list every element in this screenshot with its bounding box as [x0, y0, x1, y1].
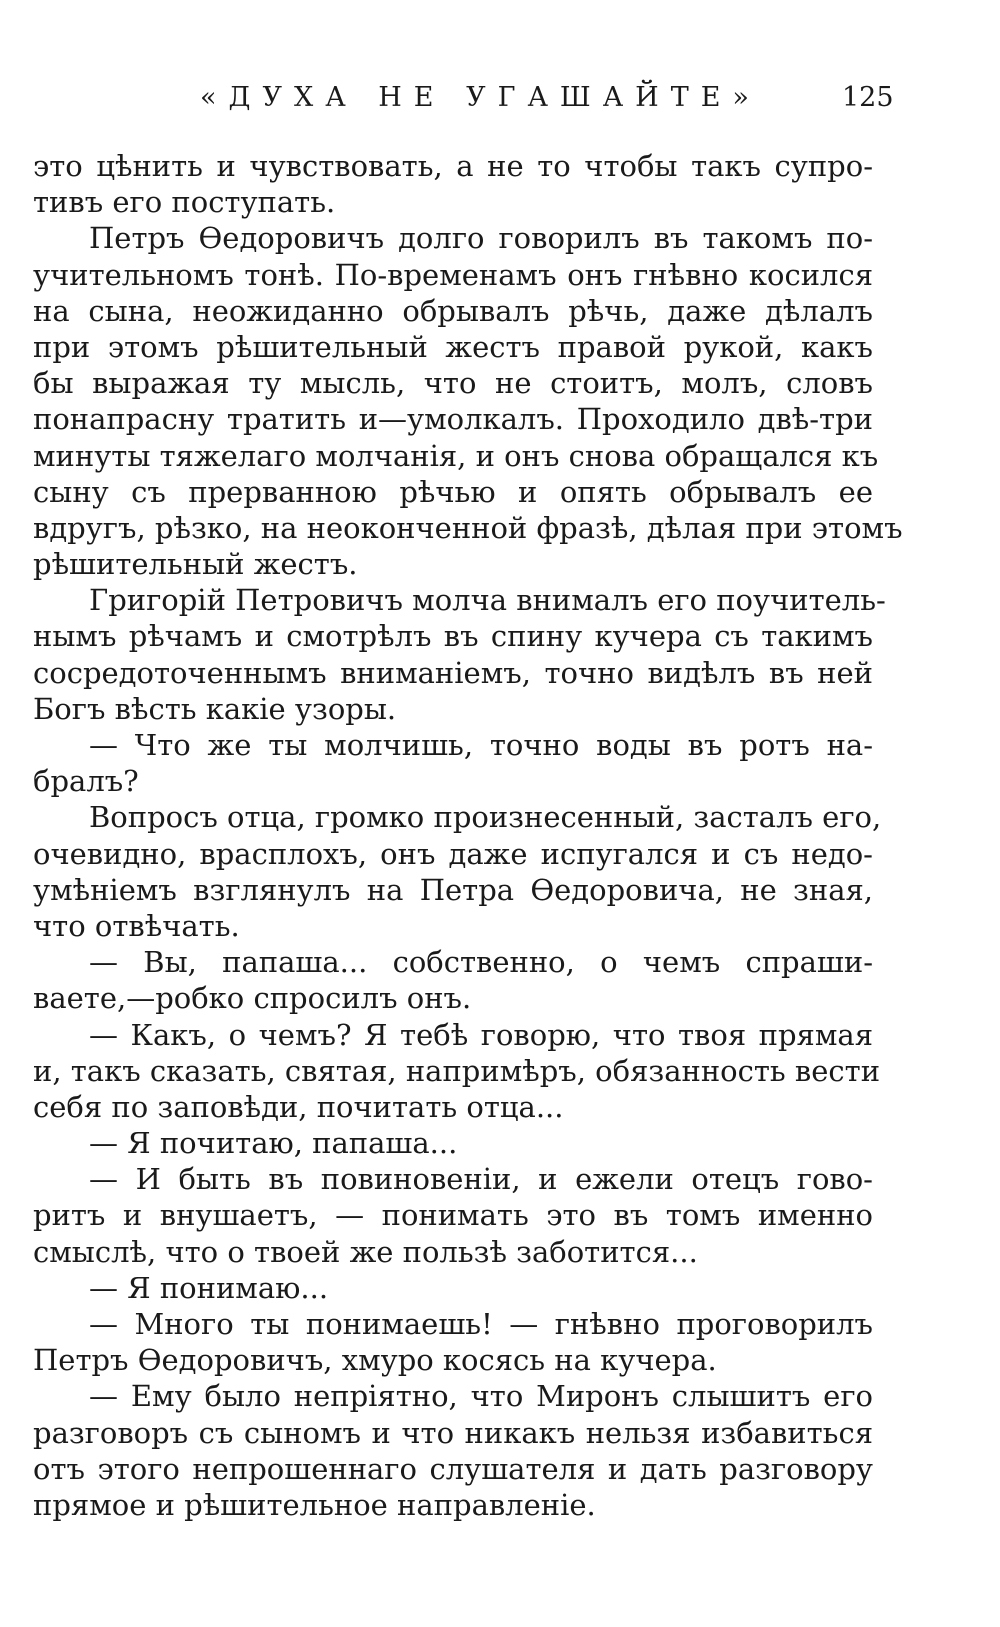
text-line: — Что же ты молчишь, точно воды въ ротъ на-	[89, 728, 873, 762]
text-line: при этомъ рѣшительный жестъ правой рукой, какъ	[33, 329, 873, 364]
text-line: Вопросъ отца, громко произнесенный, засталъ его,	[89, 800, 882, 835]
text-line: себя по заповѣди, почитать отца...	[33, 1089, 564, 1124]
text-line: бы выражая ту мысль, что не стоитъ, молъ, словъ	[33, 366, 873, 401]
text-line: сыну съ прерванною рѣчью и опять обрывалъ ее	[33, 474, 873, 509]
text-line: нымъ рѣчамъ и смотрѣлъ въ спину кучера съ такимъ	[33, 619, 873, 654]
page-number: 125	[842, 82, 894, 113]
text-line: ваете,—робко спросилъ онъ.	[33, 981, 472, 1016]
text-line: разговоръ съ сыномъ и что никакъ нельзя избавиться	[33, 1415, 873, 1450]
text-line: что отвѣчать.	[33, 908, 240, 943]
text-line: ритъ и внушаетъ, — понимать это въ томъ именно	[33, 1198, 873, 1233]
text-line: умѣніемъ взглянулъ на Петра Ѳедоровича, не зная,	[33, 872, 873, 907]
running-title: «ДУХА НЕ УГАШАЙТЕ»	[200, 82, 761, 113]
text-line: на сына, неожиданно обрывалъ рѣчь, даже дѣлалъ	[33, 293, 873, 328]
text-line: — Ему было непріятно, что Миронъ слышитъ его	[89, 1379, 873, 1414]
text-line: Петръ Ѳедоровичъ долго говорилъ въ такомъ по-	[89, 221, 873, 256]
text-line: Григорій Петровичъ молча внималъ его поучитель-	[89, 583, 886, 618]
text-line: минуты тяжелаго молчанія, и онъ снова обращался къ	[33, 438, 879, 473]
text-line: бралъ?	[33, 764, 139, 799]
text-line: — Вы, папаша... собственно, о чемъ спраши-	[89, 945, 873, 980]
text-line: и, такъ сказать, святая, напримѣръ, обязанность вести	[33, 1053, 881, 1088]
text-line: вдругъ, рѣзко, на неоконченной фразѣ, дѣлая при этомъ	[33, 510, 903, 545]
text-line: понапрасну тратить и—умолкалъ. Проходило двѣ-три	[33, 402, 873, 437]
text-line: Богъ вѣсть какіе узоры.	[33, 691, 397, 726]
text-line: учительномъ тонѣ. По-временамъ онъ гнѣвно косился	[33, 257, 873, 292]
running-head	[0, 78, 1000, 118]
body-text	[33, 148, 903, 1523]
text-line: — Я понимаю...	[89, 1270, 329, 1305]
text-line: — И быть въ повиновеніи, и ежели отецъ гово-	[89, 1162, 873, 1197]
text-line: смыслѣ, что о твоей же пользѣ заботится...	[33, 1234, 698, 1269]
text-line: тивъ его поступать.	[33, 185, 336, 220]
text-line: Петръ Ѳедоровичъ, хмуро косясь на кучера.	[33, 1343, 717, 1378]
text-line: — Много ты понимаешь! — гнѣвно проговорилъ	[89, 1307, 873, 1341]
text-line: это цѣнить и чувствовать, а не то чтобы такъ супро-	[33, 149, 873, 183]
text-line: — Я почитаю, папаша...	[89, 1126, 458, 1161]
text-line: сосредоточеннымъ вниманіемъ, точно видѣлъ въ ней	[33, 655, 873, 690]
text-line: — Какъ, о чемъ? Я тебѣ говорю, что твоя прямая	[89, 1017, 873, 1052]
text-line: отъ этого непрошеннаго слушателя и дать разговору	[33, 1451, 873, 1486]
text-line: прямое и рѣшительное направленіе.	[33, 1487, 596, 1522]
text-line: очевидно, врасплохъ, онъ даже испугался и съ недо-	[33, 836, 873, 871]
text-line: рѣшительный жестъ.	[33, 547, 358, 582]
